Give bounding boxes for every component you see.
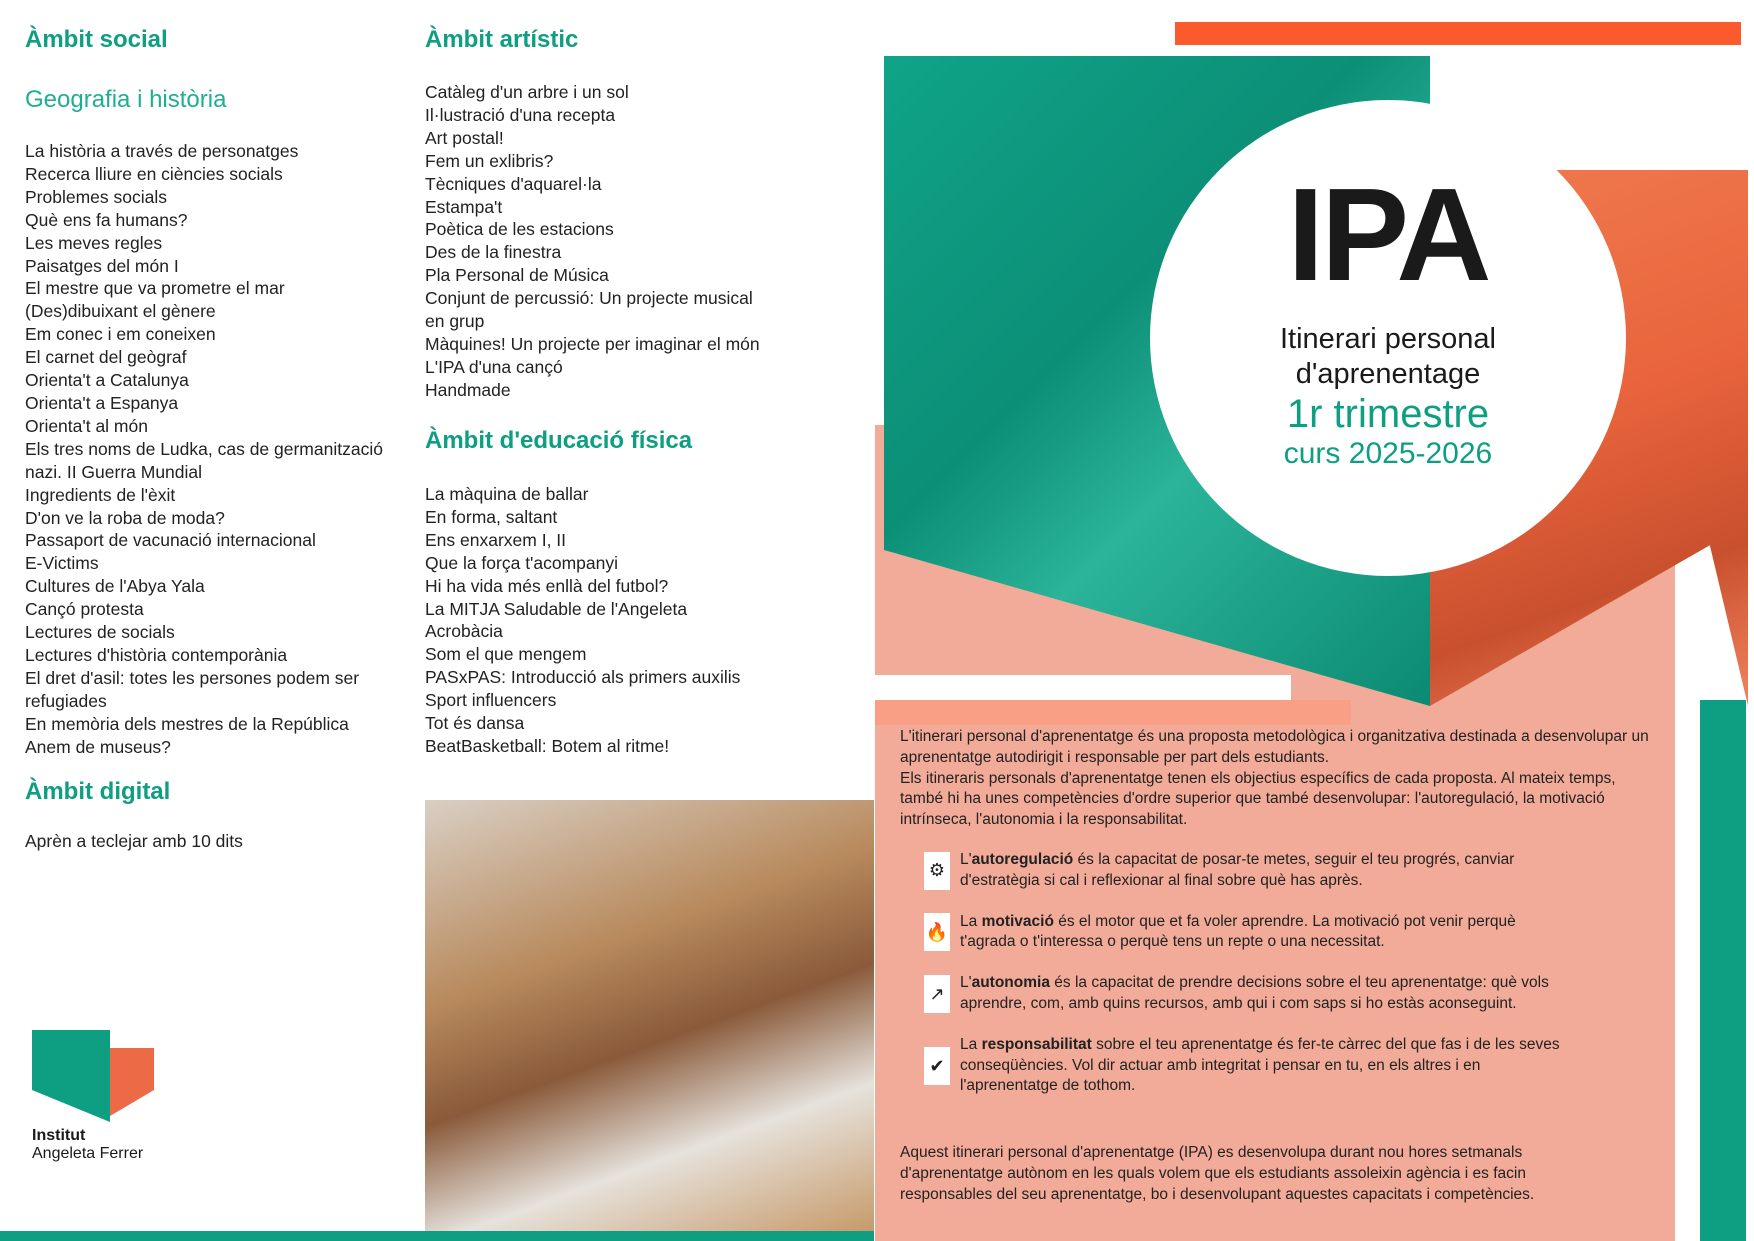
competence-text	[960, 912, 1564, 954]
list-item: Som el que mengem	[425, 644, 587, 665]
competence-text	[960, 973, 1564, 1015]
list-item: refugiades	[25, 690, 107, 711]
text: és la capacitat de prendre decisions sobre el teu aprenentatge: què vols aprendre, com, amb quins recursos, amb qui i com saps si ho estàs aconseguint.	[960, 974, 1549, 1012]
list-item: Passaport de vacunació internacional	[25, 530, 316, 551]
list-item: Conjunt de percussió: Un projecte musical	[425, 288, 753, 309]
list-item: Màquines! Un projecte per imaginar el món	[425, 333, 760, 354]
list-item: D'on ve la roba de moda?	[25, 507, 225, 528]
classroom-photo	[425, 800, 874, 1231]
text: L'	[960, 974, 972, 992]
list-item: Les meves regles	[25, 232, 163, 253]
list-item: La història a través de personatges	[25, 141, 299, 161]
competence-term: autoregulació	[971, 851, 1074, 868]
text: La	[960, 1035, 982, 1053]
list-item: Orienta't a Espanya	[25, 392, 179, 413]
list-item: Lectures de socials	[25, 622, 175, 643]
list-item: Tot és dansa	[425, 713, 525, 734]
list-item: Ingredients de l'èxit	[25, 484, 176, 505]
list-item: Orienta't al món	[25, 415, 148, 436]
list-item: Handmade	[425, 379, 511, 400]
list-item: BeatBasketball: Botem al ritme!	[425, 735, 670, 756]
competence-item	[924, 1035, 1564, 1097]
list-item: Ens enxarxem I, II	[425, 529, 567, 550]
list-item: En forma, saltant	[425, 506, 558, 527]
closing-paragraph: Aquest itinerari personal d'aprenentatge (IPA) es desenvolupa durant nou hores setmanals d'aprenentatge autònom en les quals volem que els estudiants assoleixin agència i es facin responsables del seu aprenentatge, bo i desenvolupant aquestes capacitats i competències.	[900, 1144, 1535, 1203]
list-item: Acrobàcia	[425, 621, 503, 642]
list-item: El dret d'asil: totes les persones podem ser	[25, 667, 360, 688]
list-item: Que la força t'acompanyi	[425, 552, 619, 573]
text: La	[960, 912, 982, 930]
list-item: Paisatges del món I	[25, 255, 179, 276]
text: sobre el teu aprenentatge és fer-te càrrec del que fas i de les seves conseqüències. Vol dir actuar amb integritat i pensar en tu, en els altres i en l'aprenentatge de tothom.	[960, 1035, 1560, 1095]
fisica-heading: Àmbit d'educació física	[425, 427, 693, 454]
list-item: Lectures d'història contemporània	[25, 644, 288, 665]
list-item: PASxPAS: Introducció als primers auxilis	[425, 667, 741, 688]
competence-item	[924, 973, 1564, 1015]
right-teal-bar	[1700, 700, 1746, 1241]
list-item: La màquina de ballar	[425, 484, 589, 504]
social-subheading: Geografia i història	[25, 86, 227, 113]
white-stripe	[875, 675, 1291, 700]
list-item: Cançó protesta	[25, 599, 144, 620]
list-item: Pla Personal de Música	[425, 265, 609, 286]
cover-title: IPA	[1287, 161, 1489, 308]
competences-list	[924, 850, 1564, 1097]
logo-line1: Institut	[32, 1127, 86, 1144]
cover-course: curs 2025-2026	[1283, 437, 1493, 470]
list-item: En memòria dels mestres de la República	[25, 713, 349, 734]
list-item: Sport influencers	[425, 690, 557, 711]
text: és el motor que et fa voler aprendre. La motivació pot venir perquè t'agrada o t'interessa o perquè tens un repte o una necessitat.	[960, 912, 1516, 951]
cover-line2: d'aprenentage	[1295, 358, 1481, 390]
fisica-list	[425, 483, 740, 758]
list-item: Poètica de les estacions	[425, 219, 614, 240]
list-item: L'IPA d'una cançó	[425, 356, 563, 377]
list-item: La MITJA Saludable de l'Angeleta	[425, 598, 688, 619]
list-item: Tècniques d'aquarel·la	[425, 173, 602, 194]
list-item: Fem un exlibris?	[425, 150, 554, 171]
cover-circle	[1150, 100, 1626, 576]
social-heading: Àmbit social	[25, 26, 168, 53]
competence-item	[924, 850, 1564, 892]
intro-paragraph: Els itineraris personals d'aprenentatge tenen els objectius específics de cada proposta. Al mateix temps, també hi ha unes competències d'ordre superior que també desenvolupar: l'autoregulació, la motivació intrínseca, l'autonomia i la responsabilitat.	[900, 769, 1616, 829]
list-item: (Des)dibuixant el gènere	[25, 301, 216, 322]
digital-list	[25, 830, 243, 853]
list-item: Il·lustració d'una recepta	[425, 104, 616, 125]
social-list	[25, 140, 383, 758]
list-item: El carnet del geògraf	[25, 347, 187, 368]
salmon-stripe	[875, 700, 1351, 725]
cover-term: 1r trimestre	[1286, 392, 1490, 436]
digital-heading: Àmbit digital	[25, 778, 171, 805]
list-item: Estampa't	[425, 196, 503, 217]
list-item: Recerca lliure en ciències socials	[25, 163, 283, 184]
institut-logo	[32, 1030, 157, 1162]
list-item: Anem de museus?	[25, 736, 171, 757]
competence-term: motivació	[981, 912, 1054, 930]
list-item: Aprèn a teclejar amb 10 dits	[25, 831, 243, 851]
person-arrow-icon: ↗	[924, 975, 950, 1013]
bottom-teal-bar	[0, 1231, 874, 1241]
list-item: Art postal!	[425, 127, 504, 148]
list-item: Els tres noms de Ludka, cas de germanització	[25, 438, 383, 459]
competence-text	[960, 1035, 1564, 1097]
text: L'	[960, 851, 972, 868]
list-item: Des de la finestra	[425, 242, 562, 263]
head-gear-icon: ⚙	[924, 852, 950, 890]
intro-text	[900, 727, 1660, 831]
list-item: Cultures de l'Abya Yala	[25, 576, 205, 597]
list-item: Orienta't a Catalunya	[25, 370, 189, 391]
cover-line1: Itinerari personal	[1280, 323, 1496, 355]
text: és la capacitat de posar-te metes, seguir el teu progrés, canviar d'estratègia si cal i reflexionar al final sobre què has après.	[960, 851, 1515, 889]
artistic-heading: Àmbit artístic	[425, 26, 579, 53]
intro-paragraph: L'itinerari personal d'aprenentatge és una proposta metodològica i organitzativa destinada a desenvolupar un aprenentatge autodirigit i responsable per part dels estudiants.	[900, 728, 1649, 766]
list-item: Catàleg d'un arbre i un sol	[425, 82, 629, 102]
artistic-list	[425, 81, 760, 402]
list-item: en grup	[425, 311, 485, 332]
list-item: nazi. II Guerra Mundial	[25, 461, 203, 482]
top-orange-bar	[1175, 22, 1741, 45]
list-item: El mestre que va prometre el mar	[25, 278, 285, 299]
competence-term: responsabilitat	[981, 1035, 1092, 1053]
flame-person-icon: 🔥	[924, 913, 950, 951]
list-item: Hi ha vida més enllà del futbol?	[425, 575, 669, 596]
competence-text	[960, 850, 1564, 892]
list-item: Què ens fa humans?	[25, 209, 188, 230]
list-item: Problemes socials	[25, 186, 167, 207]
list-item: Em conec i em coneixen	[25, 324, 216, 345]
competence-term: autonomia	[971, 974, 1050, 992]
hand-check-icon: ✔	[924, 1047, 950, 1085]
logo-line2: Angeleta Ferrer	[32, 1145, 144, 1162]
logo-mark-icon	[32, 1030, 157, 1122]
list-item: E-Victims	[25, 553, 99, 574]
competence-item	[924, 912, 1564, 954]
